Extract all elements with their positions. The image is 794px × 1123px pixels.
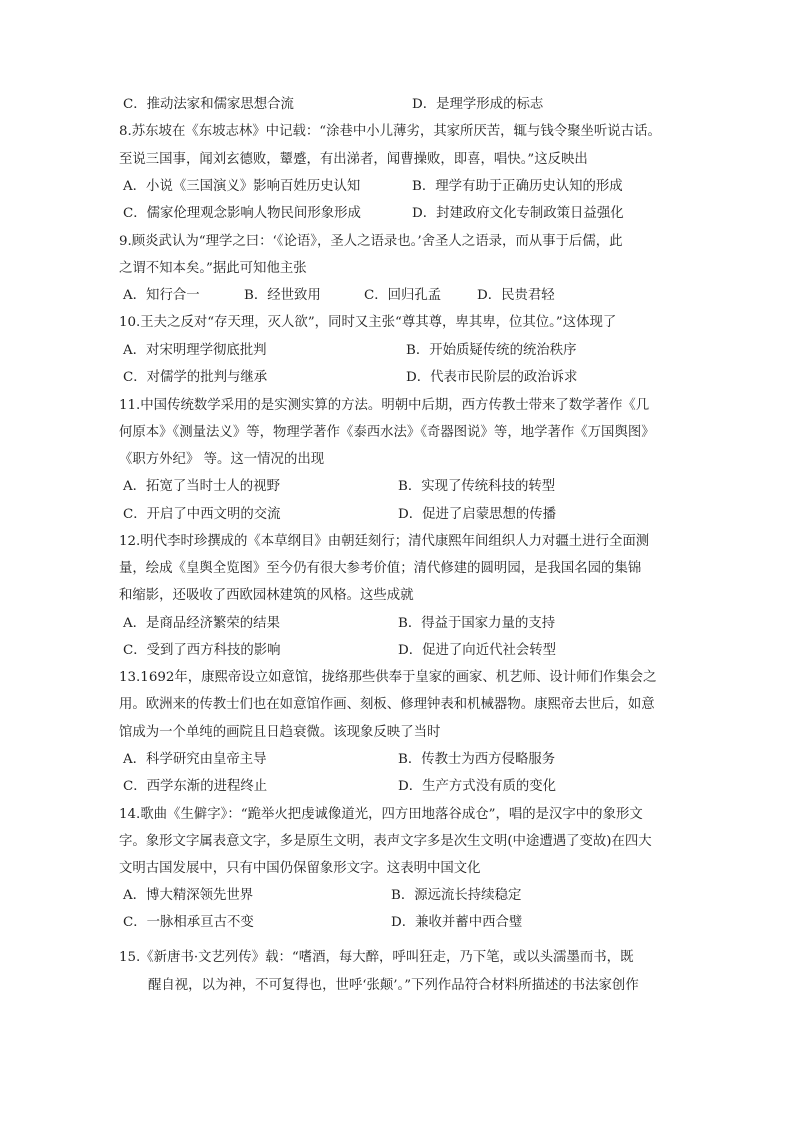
q15-stem-line-2: 醒自视，以为神，不可复得也，世呼‘张颠’。”下列作品符合材料所描述的书法家创作 bbox=[148, 978, 639, 993]
q9-stem-line-1: 9.顾炎武认为“理学之曰：‘《论语》，圣人之语录也。’舍圣人之语录，而从事于后儒，此 bbox=[119, 234, 623, 249]
q14-option-c: C．一脉相承亘古不变 bbox=[123, 915, 254, 930]
q13-stem-line-3: 馆成为一个单纯的画院且日趋衰微。该现象反映了当时 bbox=[119, 725, 441, 740]
q11-option-d: D．促进了启蒙思想的传播 bbox=[398, 507, 557, 522]
q9-stem-line-2: 之谓不知本矣。”据此可知他主张 bbox=[119, 261, 307, 276]
q8-stem-line-2: 至说三国事，闻刘玄德败，颦蹙，有出涕者，闻曹操败，即喜，唱快。”这反映出 bbox=[119, 152, 588, 167]
q11-option-a: A．拓宽了当时士人的视野 bbox=[123, 479, 280, 494]
q7-option-d: D．是理学形成的标志 bbox=[412, 97, 544, 112]
q9-option-a: A．知行合一 bbox=[123, 288, 200, 303]
q8-option-a: A．小说《三国演义》影响百姓历史认知 bbox=[123, 179, 361, 194]
q10-option-c: C．对儒学的批判与继承 bbox=[123, 370, 268, 385]
q7-option-c: C．推动法家和儒家思想合流 bbox=[123, 97, 294, 112]
q14-stem-line-2: 字。象形文字属表意文字，多是原生文明，表声文字多是次生文明(中途遭遇了变故)在四大 bbox=[119, 834, 652, 849]
q10-option-b: B．开始质疑传统的统治秩序 bbox=[406, 343, 577, 358]
q13-stem-line-1: 13.1692年，康熙帝设立如意馆，拢络那些供奉于皇家的画家、机艺师、设计师们作集会之 bbox=[119, 670, 657, 685]
q14-option-a: A．博大精深领先世界 bbox=[123, 888, 254, 903]
q11-option-b: B．实现了传统科技的转型 bbox=[398, 479, 556, 494]
q8-option-d: D．封建政府文化专制政策日益强化 bbox=[412, 206, 624, 221]
q13-option-a: A．科学研究由皇帝主导 bbox=[123, 752, 267, 767]
q13-option-d: D．生产方式没有质的变化 bbox=[398, 779, 557, 794]
q13-option-b: B．传教士为西方侵略服务 bbox=[398, 752, 556, 767]
q12-option-a: A．是商品经济繁荣的结果 bbox=[123, 616, 280, 631]
q14-stem-line-1: 14.歌曲《生僻字》：“跪举火把虔诚像道光，四方田地落谷成仓”，唱的是汉字中的象形文 bbox=[119, 807, 643, 822]
q11-stem-line-2: 何原本》《测量法义》等，物理学著作《泰西水法》《奇器图说》等，地学著作《万国舆图》 bbox=[119, 425, 655, 440]
q10-option-a: A．对宋明理学彻底批判 bbox=[123, 343, 267, 358]
q12-stem-line-1: 12.明代李时珍撰成的《本草纲目》由朝廷刻行；清代康熙年间组织人力对疆土进行全面测 bbox=[119, 534, 650, 549]
q12-option-c: C．受到了西方科技的影响 bbox=[123, 643, 281, 658]
q12-option-b: B．得益于国家力量的支持 bbox=[398, 616, 556, 631]
q10-option-d: D．代表市民阶层的政治诉求 bbox=[406, 370, 578, 385]
q9-option-c: C．回归孔孟 bbox=[364, 288, 442, 303]
q8-stem-line-1: 8.苏东坡在《东坡志林》中记载：“涂巷中小儿薄劣，其家所厌苦，辄与钱令聚坐听说古话。 bbox=[119, 124, 661, 139]
q9-option-d: D．民贵君轻 bbox=[477, 288, 555, 303]
q12-stem-line-3: 和缩影，还吸收了西欧园林建筑的风格。这些成就 bbox=[119, 588, 414, 603]
q12-stem-line-2: 量，绘成《皇舆全览图》至今仍有很大参考价值；清代修建的圆明园，是我国名园的集锦 bbox=[119, 561, 642, 576]
q13-stem-line-2: 用。欧洲来的传教士们也在如意馆作画、刻板、修理钟表和机械器物。康熙帝去世后，如意 bbox=[119, 697, 655, 712]
q11-stem-line-1: 11.中国传统数学采用的是实测实算的方法。明朝中后期，西方传教士带来了数学著作《几 bbox=[119, 398, 650, 413]
q11-option-c: C．开启了中西文明的交流 bbox=[123, 507, 281, 522]
q14-stem-line-3: 文明古国发展中，只有中国仍保留象形文字。这表明中国文化 bbox=[119, 861, 481, 876]
q14-option-b: B．源远流长持续稳定 bbox=[391, 888, 522, 903]
q13-option-c: C．西学东渐的进程终止 bbox=[123, 779, 268, 794]
q10-stem-line-1: 10.王夫之反对“存天理，灭人欲”，同时又主张“尊其尊，卑其卑，位其位。”这体现了 bbox=[119, 315, 617, 330]
q14-option-d: D．兼收并蓄中西合璧 bbox=[391, 915, 523, 930]
q8-option-b: B．理学有助于正确历史认知的形成 bbox=[412, 179, 623, 194]
q11-stem-line-3: 《职方外纪》 等。这一情况的出现 bbox=[119, 452, 325, 467]
q12-option-d: D．促进了向近代社会转型 bbox=[398, 643, 557, 658]
q15-stem-line-1: 15.《新唐书·文艺列传》载：“嗜酒，每大醉，呼叫狂走，乃下笔，或以头濡墨而书，既 bbox=[119, 950, 634, 965]
q9-option-b: B．经世致用 bbox=[244, 288, 321, 303]
q8-option-c: C．儒家伦理观念影响人物民间形象形成 bbox=[123, 206, 361, 221]
